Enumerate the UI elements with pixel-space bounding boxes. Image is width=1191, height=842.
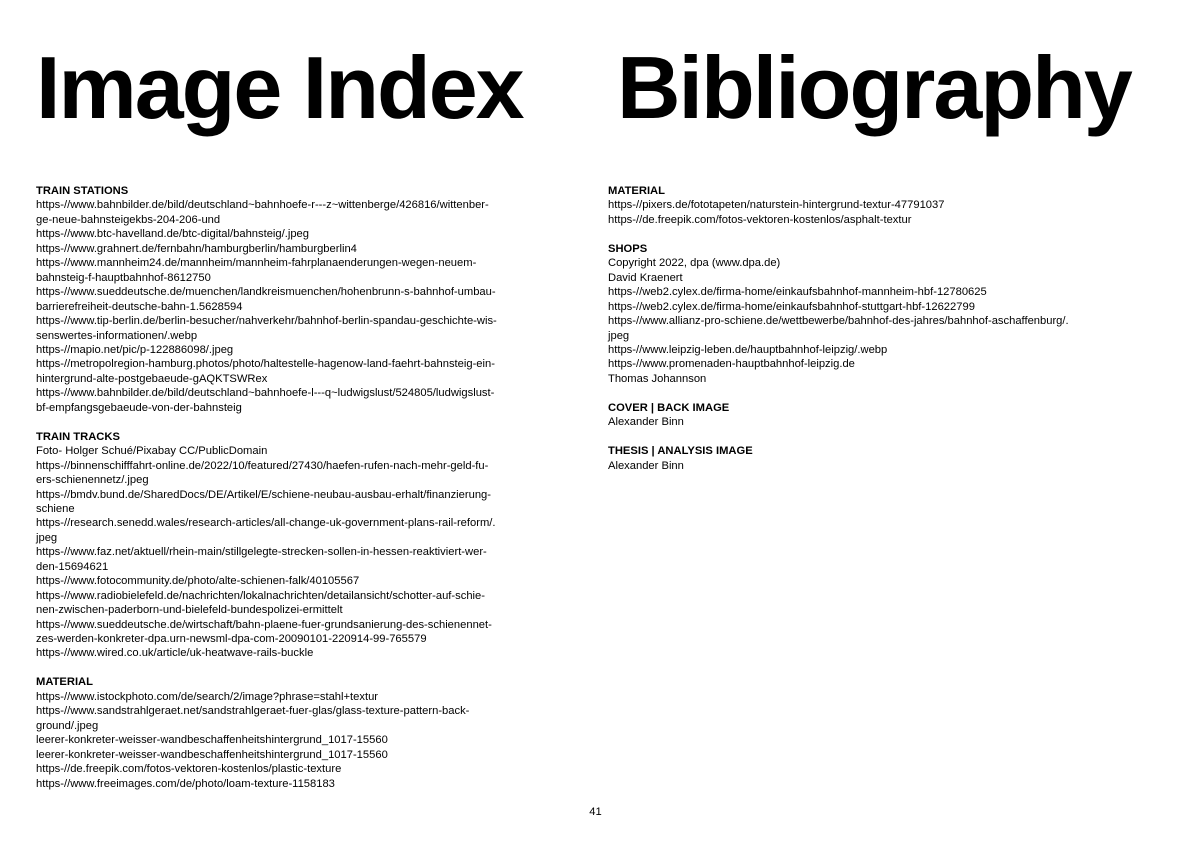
reference-line: jpeg (608, 329, 630, 342)
reference-line: Thomas Johannson (608, 372, 707, 385)
reference-line: https-//metropolregion-hamburg.photos/photo/haltestelle-hagenow-land-faehrt-bahnsteig-ein- (36, 358, 495, 371)
reference-line: https-//www.leipzig-leben.de/hauptbahnhof-leipzig/.webp (608, 343, 888, 356)
section-heading: COVER | BACK IMAGE (608, 401, 730, 414)
reference-line: https-//de.freepik.com/fotos-vektoren-kostenlos/asphalt-textur (608, 213, 912, 226)
reference-line: https-//www.mannheim24.de/mannheim/mannheim-fahrplanaenderungen-wegen-neuem- (36, 257, 477, 270)
reference-line: bahnsteig-f-hauptbahnhof-8612750 (36, 271, 211, 284)
section-heading: MATERIAL (608, 185, 665, 197)
section-heading: TRAIN TRACKS (36, 430, 120, 443)
section-material (608, 184, 1148, 227)
reference-line: zes-werden-konkreter-dpa.urn-newsml-dpa-com-20090101-220914-99-765579 (36, 633, 427, 646)
reference-line: https-//bmdv.bund.de/SharedDocs/DE/Artikel/E/schiene-neubau-ausbau-erhalt/finanzierung- (36, 488, 492, 501)
bibliography-title: Bibliography (617, 38, 1131, 137)
image-index-title: Image Index (36, 38, 523, 137)
reference-line: https-//web2.cylex.de/firma-home/einkaufsbahnhof-stuttgart-hbf-12622799 (608, 300, 975, 313)
reference-line: nen-zwischen-paderborn-und-bielefeld-bundespolizei-ermittelt (36, 604, 343, 617)
reference-line: Copyright 2022, dpa (www.dpa.de) (608, 257, 781, 270)
reference-line: https-//de.freepik.com/fotos-vektoren-kostenlos/plastic-texture (36, 763, 342, 776)
reference-line: den-15694621 (36, 560, 109, 573)
reference-line: leerer-konkreter-weisser-wandbeschaffenheitshintergrund_1017-15560 (36, 748, 388, 761)
section-thesis-analysis-image (608, 444, 1148, 473)
section-train-stations (36, 184, 566, 415)
reference-line: bf-empfangsgebaeude-von-der-bahnsteig (36, 401, 242, 414)
reference-line: https-//www.allianz-pro-schiene.de/wettbewerbe/bahnhof-des-jahres/bahnhof-aschaffenburg/. (608, 315, 1069, 328)
reference-line: Alexander Binn (608, 416, 684, 429)
reference-line: Foto- Holger Schué/Pixabay CC/PublicDomain (36, 445, 268, 458)
section-heading: MATERIAL (36, 676, 93, 689)
reference-line: https-//www.bahnbilder.de/bild/deutschland~bahnhoefe-l---q~ludwigslust/524805/ludwigslust- (36, 387, 495, 400)
bibliography-column (608, 184, 1148, 487)
reference-line: ers-schienennetz/.jpeg (36, 474, 149, 487)
reference-line: https-//www.tip-berlin.de/berlin-besucher/nahverkehr/bahnhof-berlin-spandau-geschichte-wis- (36, 315, 497, 328)
reference-line: https-//binnenschifffahrt-online.de/2022/10/featured/27430/haefen-rufen-nach-mehr-geld-fu- (36, 459, 489, 472)
reference-line: barrierefreiheit-deutsche-bahn-1.5628594 (36, 300, 243, 313)
reference-line: https-//web2.cylex.de/firma-home/einkaufsbahnhof-mannheim-hbf-12780625 (608, 286, 987, 299)
section-heading: SHOPS (608, 242, 648, 255)
reference-line: https-//www.freeimages.com/de/photo/loam-texture-1158183 (36, 777, 335, 790)
section-shops (608, 242, 1148, 387)
reference-line: schiene (36, 502, 75, 515)
reference-line: https-//www.bahnbilder.de/bild/deutschland~bahnhoefe-r---z~wittenberge/426816/wittenber- (36, 199, 489, 212)
reference-line: hintergrund-alte-postgebaeude-gAQKTSWRex (36, 372, 268, 385)
reference-line: https-//www.fotocommunity.de/photo/alte-schienen-falk/40105567 (36, 575, 360, 588)
reference-line: Alexander Binn (608, 459, 684, 472)
reference-line: https-//www.btc-havelland.de/btc-digital/bahnsteig/.jpeg (36, 228, 310, 241)
reference-line: https-//www.grahnert.de/fernbahn/hamburgberlin/hamburgberlin4 (36, 242, 357, 255)
page-number: 41 (589, 806, 602, 818)
reference-line: https-//www.istockphoto.com/de/search/2/image?phrase=stahl+textur (36, 690, 379, 703)
reference-line: jpeg (36, 531, 58, 544)
reference-line: ge-neue-bahnsteigekbs-204-206-und (36, 213, 221, 226)
reference-line: https-//mapio.net/pic/p-122886098/.jpeg (36, 343, 234, 356)
reference-line: https-//www.sueddeutsche.de/muenchen/landkreismuenchen/hohenbrunn-s-bahnhof-umbau- (36, 286, 496, 299)
reference-line: leerer-konkreter-weisser-wandbeschaffenheitshintergrund_1017-15560 (36, 734, 388, 747)
reference-line: https-//www.promenaden-hauptbahnhof-leipzig.de (608, 358, 855, 371)
reference-line: https-//www.wired.co.uk/article/uk-heatwave-rails-buckle (36, 647, 314, 660)
section-cover-back-image (608, 401, 1148, 430)
section-heading: THESIS | ANALYSIS IMAGE (608, 445, 753, 458)
reference-line: https-//research.senedd.wales/research-articles/all-change-uk-government-plans-rail-reform/. (36, 517, 496, 530)
reference-line: senswertes-informationen/.webp (36, 329, 198, 342)
reference-line: ground/.jpeg (36, 719, 99, 732)
reference-line: https-//www.radiobielefeld.de/nachrichten/lokalnachrichten/detailansicht/schotter-auf-schie- (36, 589, 485, 602)
reference-line: https-//www.sueddeutsche.de/wirtschaft/bahn-plaene-fuer-grundsanierung-des-schienennet- (36, 618, 492, 631)
reference-line: https-//www.faz.net/aktuell/rhein-main/stillgelegte-strecken-sollen-in-hessen-reaktiviert-wer- (36, 546, 487, 559)
section-heading: TRAIN STATIONS (36, 185, 129, 197)
section-material (36, 675, 566, 791)
reference-line: https-//www.sandstrahlgeraet.net/sandstrahlgeraet-fuer-glas/glass-texture-pattern-back- (36, 705, 470, 718)
reference-line: https-//pixers.de/fototapeten/naturstein-hintergrund-textur-47791037 (608, 199, 945, 212)
reference-line: David Kraenert (608, 271, 683, 284)
image-index-column (36, 184, 566, 805)
section-train-tracks (36, 430, 566, 661)
